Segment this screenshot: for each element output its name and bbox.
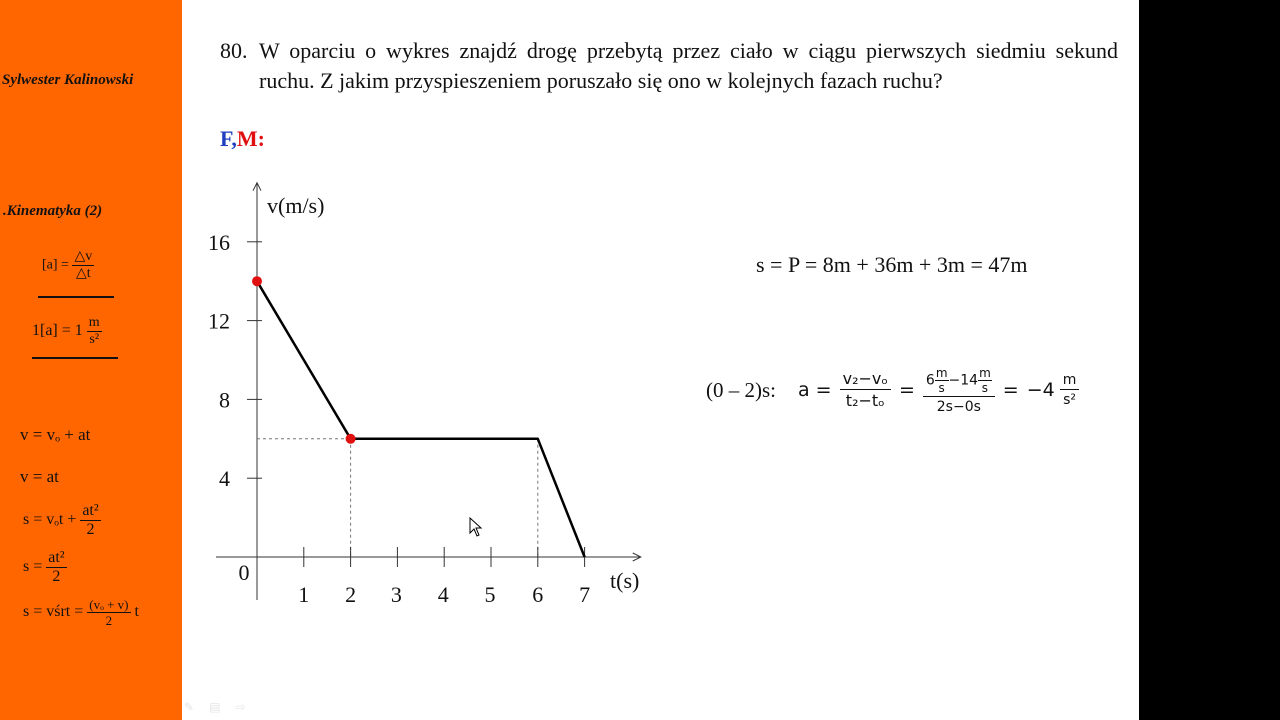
problem-number: 80.	[220, 38, 248, 63]
section-title: .Kinematyka (2)	[3, 203, 103, 219]
x-tick-label: 7	[579, 582, 591, 607]
velocity-line	[257, 281, 585, 557]
fm-label-m: M:	[236, 126, 266, 151]
origin-label: 0	[238, 560, 250, 585]
data-point-marker	[252, 276, 262, 286]
chart-labels	[208, 193, 639, 607]
arrow-icon[interactable]: ⇨	[235, 700, 246, 714]
y-tick-label: 16	[208, 229, 230, 255]
chart-ticks	[247, 242, 585, 567]
formula-distance-simple: s = $\frac{\text{at²}}{2}$	[23, 549, 65, 585]
interval-label: (0 – 2)s:	[706, 377, 776, 402]
y-axis-label: v(m/s)	[267, 193, 325, 218]
x-tick-label: 1	[298, 582, 310, 607]
x-tick-label: 6	[532, 582, 544, 607]
accel-definition-fraction: $\frac{\text{v₂−vₒ}}{\text{t₂−tₒ}}$	[840, 371, 891, 409]
y-tick-label: 12	[208, 308, 230, 334]
pen-icon[interactable]: ✎	[184, 700, 195, 714]
formula-velocity: v = vₒ + at	[20, 425, 91, 444]
mouse-cursor-icon	[470, 518, 481, 536]
author-name: Sylwester Kalinowski	[2, 72, 134, 88]
y-tick-label: 4	[219, 466, 230, 492]
slide-controls[interactable]	[184, 700, 245, 715]
problem-text: W oparciu o wykres znajdź drogę przebytą przez ciało w ciągu pierwszych siedmiu sekund ruchu. Z jakim przyspieszeniem poruszało się ono w kolejnych fazach ruchu?	[259, 38, 1118, 93]
accel-values-fraction: 6 $\frac{m}{s}$ −14 $\frac{m}{s}$ 2s−0s	[923, 367, 995, 414]
accel-result-value: −4	[1026, 379, 1055, 401]
x-tick-label: 4	[437, 582, 449, 607]
equals-sign: =	[1002, 379, 1019, 401]
x-tick-label: 3	[390, 582, 402, 607]
chart-guides	[257, 439, 538, 557]
menu-icon[interactable]: ▤	[209, 700, 221, 714]
y-tick-label: 8	[219, 387, 230, 413]
distance-result: s = P = 8m + 36m + 3m = 47m	[756, 252, 1028, 277]
fm-label-f: F,	[220, 126, 237, 151]
equals-sign: =	[898, 379, 915, 401]
chart-series	[257, 281, 585, 557]
formula-distance: s = vₒt + $\frac{\text{at²}}{2}$	[23, 502, 99, 538]
unit-definition: [a] = $\frac{\triangle v}{\triangle t}$	[42, 249, 93, 281]
x-axis-label: t(s)	[610, 568, 640, 593]
unit-value: 1[a] = 1 $\frac{m}{\text{s²}}$	[32, 315, 100, 347]
x-tick-label: 5	[484, 582, 496, 607]
accel-result-unit: m s²	[1060, 373, 1080, 407]
accel-lhs: a =	[798, 379, 832, 401]
x-tick-label: 2	[345, 582, 357, 607]
formula-velocity-simple: v = at	[20, 467, 59, 486]
formula-average-velocity: s = vśrt = $\frac{\text{(vₒ + v)}}{2}$ t	[23, 597, 139, 628]
data-point-marker	[346, 434, 356, 444]
